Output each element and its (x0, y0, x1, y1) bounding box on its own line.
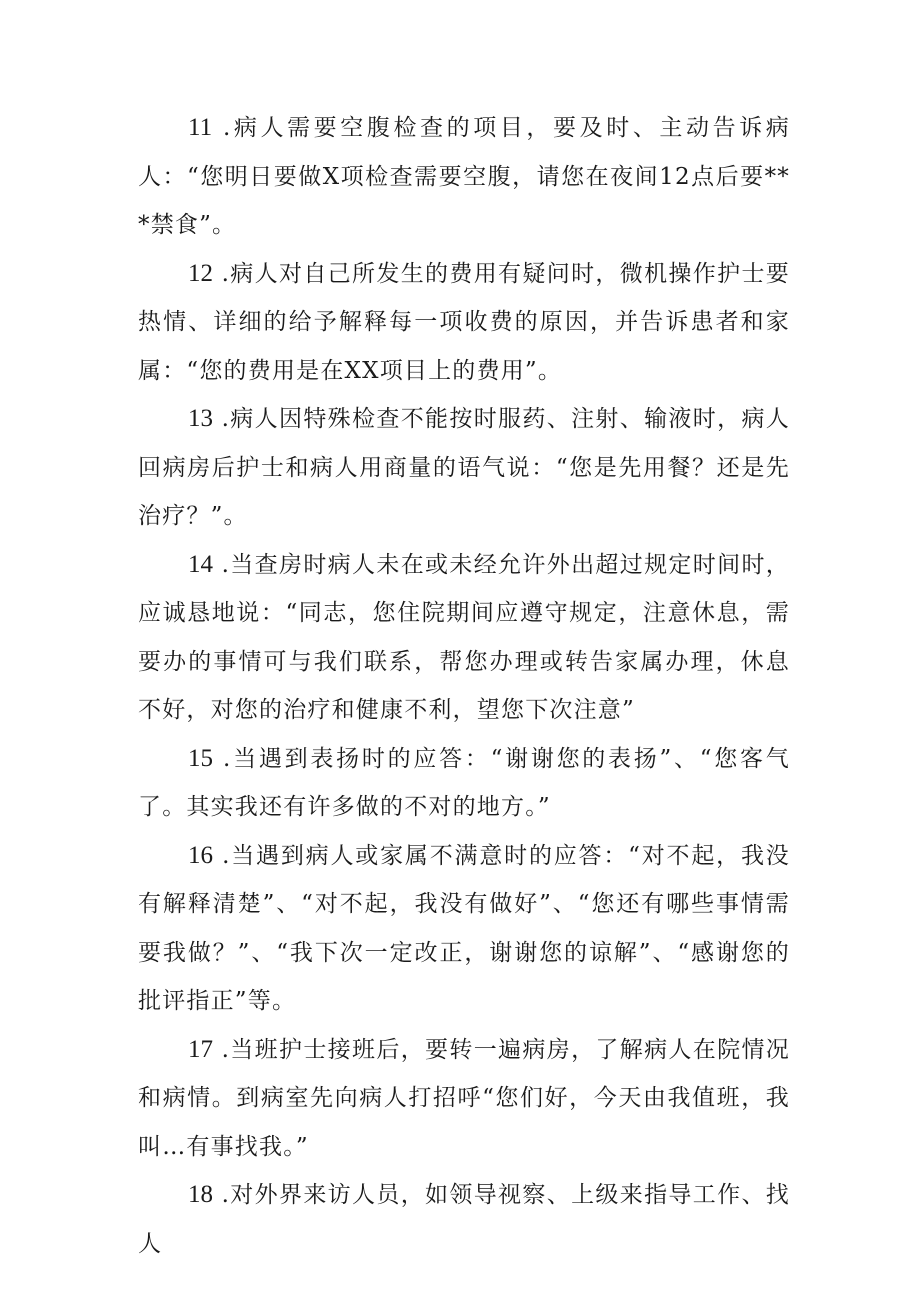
paragraph-text: .病人需要空腹检查的项目，要及时、主动告诉病人：“您明日要做X项检查需要空腹，请您在夜间12点后要***禁食”。 (138, 115, 790, 238)
document-body (138, 104, 790, 1268)
paragraph-12 (138, 250, 790, 396)
paragraph-text: .当遇到病人或家属不满意时的应答：“对不起，我没有解释清楚”、“对不起，我没有做好”、“您还有哪些事情需要我做？”、“我下次一定改正，谢谢您的谅解”、“感谢您的批评指正”等。 (138, 842, 790, 1014)
paragraph-number: 15 (188, 744, 213, 772)
paragraph-text: .对外界来访人员，如领导视察、上级来指导工作、找人 (138, 1182, 790, 1257)
paragraph-number: 11 (188, 114, 213, 141)
paragraph-number: 16 (188, 841, 213, 869)
paragraph-text: .当遇到表扬时的应答：“谢谢您的表扬”、“您客气了。其实我还有许多做的不对的地方。” (138, 745, 790, 820)
paragraph-number: 18 (188, 1181, 213, 1208)
paragraph-14 (138, 541, 790, 735)
paragraph-number: 12 (188, 259, 213, 287)
paragraph-number: 13 (188, 405, 213, 432)
paragraph-13 (138, 395, 790, 541)
paragraph-17 (138, 1026, 790, 1172)
paragraph-18 (138, 1171, 790, 1268)
paragraph-text: .病人对自己所发生的费用有疑问时，微机操作护士要热情、详细的给予解释每一项收费的原因，并告诉患者和家属：“您的费用是在XX项目上的费用”。 (138, 260, 790, 384)
paragraph-text: .病人因特殊检查不能按时服药、注射、输液时，病人回病房后护士和病人用商量的语气说：“您是先用餐？还是先治疗？”。 (138, 406, 790, 529)
paragraph-11 (138, 104, 790, 250)
paragraph-15 (138, 735, 790, 832)
paragraph-text: .当班护士接班后，要转一遍病房，了解病人在院情况和病情。到病室先向病人打招呼“您们好，今天由我值班，我叫…有事找我。” (138, 1036, 790, 1160)
paragraph-16 (138, 832, 790, 1026)
paragraph-number: 14 (188, 550, 213, 578)
paragraph-text: .当查房时病人未在或未经允许外出超过规定时间时，应诚恳地说：“同志，您住院期间应遵守规定，注意休息，需要办的事情可与我们联系，帮您办理或转告家属办理，休息不好，对您的治疗和健康不利，望您下次注意” (138, 551, 790, 723)
paragraph-number: 17 (188, 1035, 213, 1063)
